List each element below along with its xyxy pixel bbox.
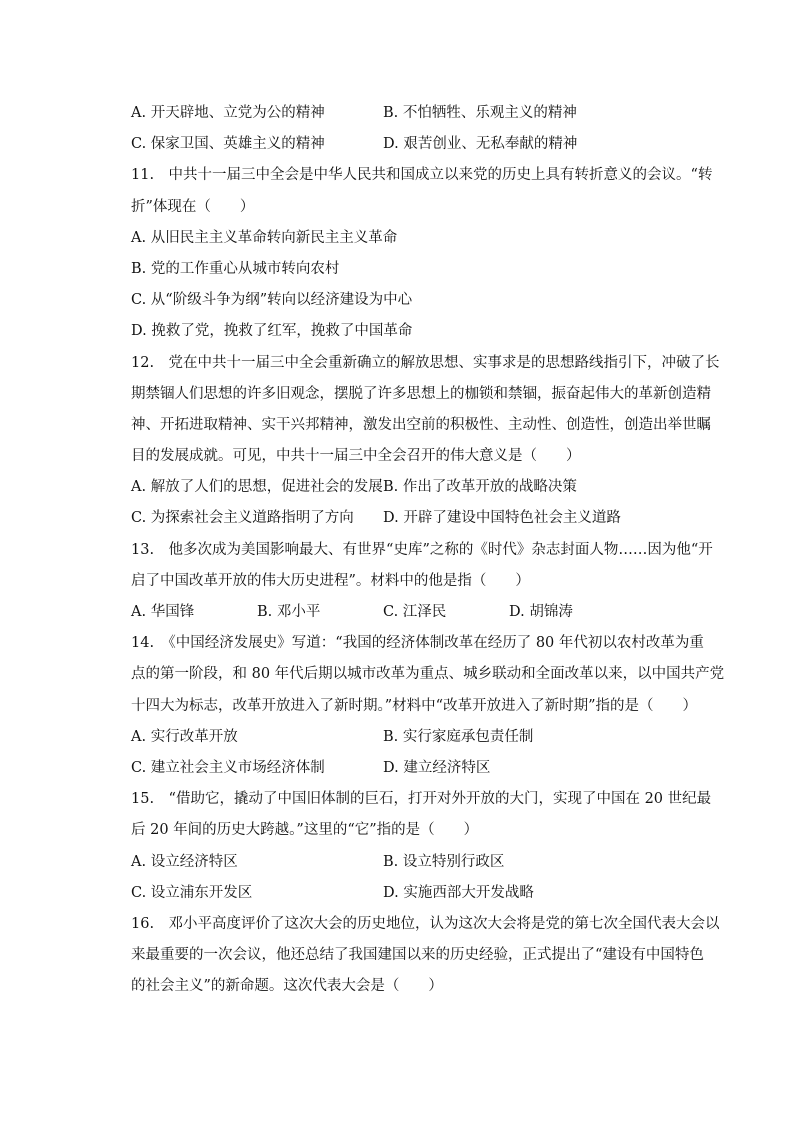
q12-stem-line-1: 12. 党在中共十一届三中全会重新确立的解放思想、实事求是的思想路线指引下，冲破了长 [131, 354, 720, 371]
q13-options-row [131, 597, 691, 628]
q15-options-row-1 [131, 847, 691, 878]
q13-option-a: A. 华国锋 [131, 604, 195, 620]
q12-options-row-1 [131, 472, 691, 503]
q11-option-a: A. 从旧民主主义革命转向新民主主义革命 [131, 229, 398, 246]
q15-option-d: D. 实施西部大开发战略 [383, 884, 534, 901]
q14-option-b: B. 实行家庭承包责任制 [383, 728, 534, 745]
q10-option-b: B. 不怕牺牲、乐观主义的精神 [383, 105, 577, 121]
q12-stem-line-2: 期禁锢人们思想的许多旧观念，摆脱了许多思想上的枷锁和禁锢，振奋起伟大的革新创造精 [131, 385, 711, 402]
q14-option-d: D. 建立经济特区 [383, 759, 491, 776]
q12-options-row-2 [131, 503, 691, 534]
q10-option-a: A. 开天辟地、立党为公的精神 [131, 105, 325, 121]
q11-option-b: B. 党的工作重心从城市转向农村 [131, 260, 340, 277]
q15-options-row-2 [131, 878, 691, 909]
q14-stem-line-2: 点的第一阶段，和 80 年代后期以城市改革为重点、城乡联动和全面改革以来，以中国共产党 [131, 666, 725, 683]
q14-stem-line-3: 十四大为标志，改革开放进入了新时期。”材料中“改革开放进入了新时期”指的是（ ） [131, 697, 697, 714]
q12-option-d: D. 开辟了建设中国特色社会主义道路 [383, 510, 621, 527]
q10-option-d: D. 艰苦创业、无私奉献的精神 [383, 136, 578, 153]
q15-option-a: A. 设立经济特区 [131, 853, 238, 870]
q10-options-row-2 [131, 129, 691, 160]
q12-option-a: A. 解放了人们的思想，促进社会的发展 [131, 479, 383, 496]
q13-option-b: B. 邓小平 [257, 604, 321, 620]
q14-options-row-2 [131, 753, 691, 784]
q11-stem-line-2: 折”体现在（ ） [131, 198, 255, 215]
q14-option-c: C. 建立社会主义市场经济体制 [131, 759, 325, 776]
q10-option-c: C. 保家卫国、英雄主义的精神 [131, 136, 325, 153]
q16-stem-line-3: 的社会主义”的新命题。这次代表大会是（ ） [131, 978, 443, 995]
q13-option-c: C. 江泽民 [383, 604, 447, 620]
q15-option-b: B. 设立特别行政区 [383, 853, 505, 870]
q12-option-b: B. 作出了改革开放的战略决策 [383, 479, 577, 496]
q13-stem-line-2: 启了中国改革开放的伟大历史进程”。材料中的他是指（ ） [131, 572, 530, 589]
q11-option-d: D. 挽救了党，挽救了红军，挽救了中国革命 [131, 323, 413, 340]
q14-stem-line-1: 14. 《中国经济发展史》写道：“我国的经济体制改革在经历了 80 年代初以农村改革为重 [131, 635, 704, 652]
q15-option-c: C. 设立浦东开发区 [131, 884, 253, 901]
q16-stem-line-2: 来最重要的一次会议，他还总结了我国建国以来的历史经验，正式提出了“建设有中国特色 [131, 947, 704, 964]
q13-stem-line-1: 13. 他多次成为美国影响最大、有世界“史库”之称的《时代》杂志封面人物……因为他“开 [131, 541, 713, 558]
question-list [131, 98, 725, 1002]
q12-option-c: C. 为探索社会主义道路指明了方向 [131, 510, 354, 527]
q12-stem-line-4: 目的发展成就。可见，中共十一届三中全会召开的伟大意义是（ ） [131, 448, 581, 465]
q10-options-row-1 [131, 98, 691, 129]
q14-option-a: A. 实行改革开放 [131, 728, 238, 745]
q15-stem-line-2: 后 20 年间的历史大跨越。”这里的“它”指的是（ ） [131, 822, 479, 839]
q13-option-d: D. 胡锦涛 [509, 604, 573, 620]
q12-stem-line-3: 神、开拓进取精神、实干兴邦精神，激发出空前的积极性、主动性、创造性，创造出举世瞩 [131, 416, 711, 433]
q16-stem-line-1: 16. 邓小平高度评价了这次大会的历史地位，认为这次大会将是党的第七次全国代表大会以 [131, 915, 720, 932]
q11-option-c: C. 从“阶级斗争为纲”转向以经济建设为中心 [131, 292, 413, 309]
q15-stem-line-1: 15. “借助它，撬动了中国旧体制的巨石，打开对外开放的大门，实现了中国在 20 世纪最 [131, 791, 712, 808]
q14-options-row-1 [131, 722, 691, 753]
q11-stem-line-1: 11. 中共十一届三中全会是中华人民共和国成立以来党的历史上具有转折意义的会议。“转 [131, 167, 713, 184]
